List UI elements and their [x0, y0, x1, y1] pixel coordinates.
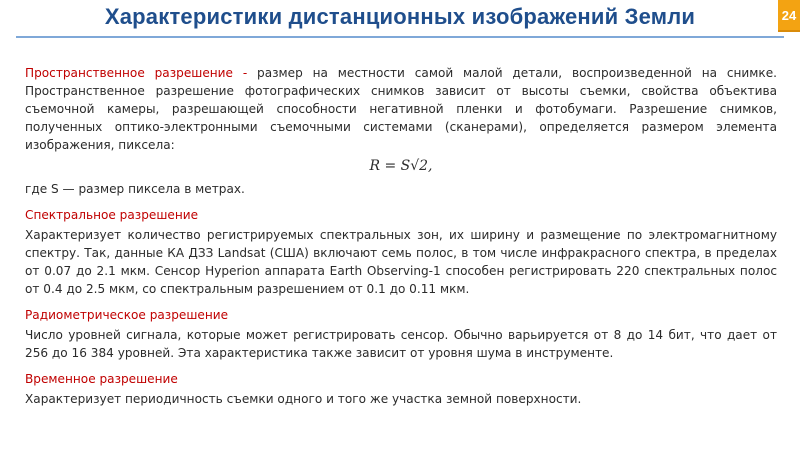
resolution-formula: R = S√2, [369, 158, 433, 174]
page-number: 24 [778, 0, 800, 32]
spectral-resolution-heading: Спектральное разрешение [25, 208, 199, 222]
temporal-resolution-text: Характеризует периодичность съемки одного и того же участка земной поверхности. [25, 392, 582, 406]
title-bar [0, 0, 800, 36]
page-title: Характеристики дистанционных изображений Земли [104, 4, 696, 29]
radiometric-resolution-text: Число уровней сигнала, которые может регистрировать сенсор. Обычно варьируется от 8 до 14 бит, что дает от 256 до 16 384 уровней. Эта характеристика также зависит от уровня шума в инструменте. [25, 328, 777, 360]
pixel-size-note: где S — размер пиксела в метрах. [25, 182, 245, 196]
radiometric-resolution-heading: Радиометрическое разрешение [25, 308, 229, 322]
slide-content [25, 64, 777, 408]
temporal-resolution-heading: Временное разрешение [25, 372, 178, 386]
spatial-resolution-paragraph [25, 64, 777, 154]
title-divider [16, 36, 784, 38]
spatial-resolution-text: размер на местности самой малой детали, воспроизведенной на снимке. Пространственное разрешение фотографических снимков зависит от высоты съемки, свойства объектива съемочной камеры, разрешающей способности негативной пленки и фотобумаги. Разрешение снимков, полученных оптико-электронными съемочными системами (сканерами), определяется размером элемента изображения, пиксела: [25, 66, 777, 152]
spectral-resolution-text: Характеризует количество регистрируемых спектральных зон, их ширину и размещение по электромагнитному спектру. Так, данные КА ДЗЗ Landsat (США) включают семь полос, в том числе инфракрасного спектра, в пределах от 0.07 до 2.1 мкм. Сенсор Hyperion аппарата Earth Observing-1 способен регистрировать 220 спектральных полос от 0.4 до 2.5 мкм, со спектральным разрешением от 0.1 до 0.11 мкм. [25, 228, 777, 296]
spatial-resolution-term: Пространственное разрешение - [25, 66, 248, 80]
